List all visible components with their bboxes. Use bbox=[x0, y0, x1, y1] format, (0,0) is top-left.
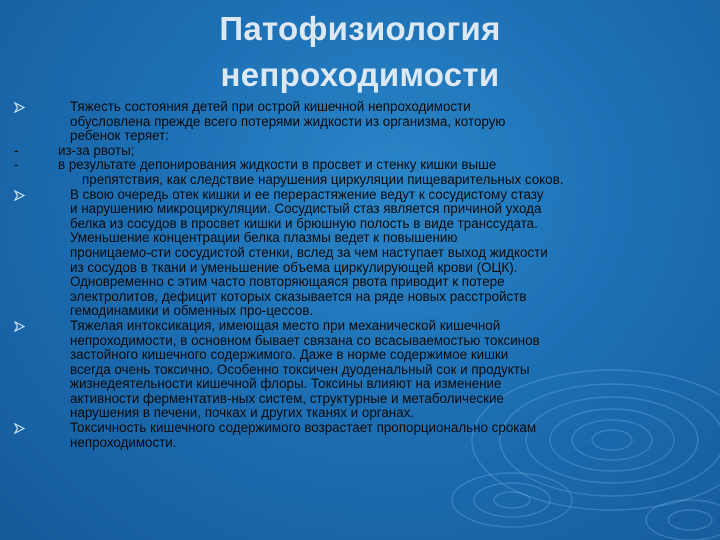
slide-title-line-2: непроходимости bbox=[220, 56, 500, 93]
bullet-text-line: нарушения в печени, почках и других тканях и органах. bbox=[70, 405, 415, 421]
bullet-text-line: всегда очень токсично. Особенно токсичен дуоденальный сок и продукты bbox=[70, 361, 530, 377]
bullet-item bbox=[14, 188, 704, 319]
bullet-text-line: белка из сосудов в просвет кишки и брюшную полость в виде транссудата. bbox=[70, 215, 538, 231]
bullet-text-line: препятствия, как следствие нарушения циркуляции пищеварительных соков. bbox=[82, 171, 564, 187]
bullet-text-line: из сосудов в ткани и уменьшение объема циркулирующей крови (ОЦК). bbox=[70, 259, 518, 275]
slide-title-line-1: Патофизиология bbox=[219, 10, 501, 47]
bullet-item bbox=[14, 144, 704, 159]
bullet-text-line: Тяжелая интоксикация, имеющая место при механической кишечной bbox=[70, 317, 501, 333]
dash-bullet: - bbox=[14, 142, 19, 158]
bullet-text-line: Тяжесть состояния детей при острой кишечной непроходимости bbox=[70, 99, 471, 114]
bullet-text-line: застойного кишечного содержимого. Даже в норме содержимое кишки bbox=[70, 347, 509, 363]
bullet-text-line: в результате депонирования жидкости в просвет и стенку кишки выше bbox=[58, 157, 497, 173]
bullet-item bbox=[14, 319, 704, 421]
bullet-text-line: Одновременно с этим часто повторяющаяся рвота приводит к потере bbox=[70, 274, 505, 290]
bullet-text-line: гемодинамики и обменных про-цессов. bbox=[70, 303, 314, 319]
bullet-text-line: Токсичность кишечного содержимого возрастает пропорционально срокам bbox=[70, 420, 537, 436]
bullet-text-line: непроходимости, в основном бывает связана со всасываемостью токсинов bbox=[70, 332, 540, 348]
bullet-text-line: В свою очередь отек кишки и ее перерастяжение ведут к сосудистому стазу bbox=[70, 186, 544, 202]
slide-title bbox=[130, 6, 590, 98]
bullet-item bbox=[14, 158, 704, 187]
bullet-text-line: проницаемо-сти сосудистой стенки, вслед за чем наступает выход жидкости bbox=[70, 244, 548, 260]
bullet-item bbox=[14, 100, 704, 144]
dash-bullet: - bbox=[14, 157, 19, 173]
bullet-text-line: обусловлена прежде всего потерями жидкости из организма, которую bbox=[70, 113, 506, 129]
arrow-bullet-icon bbox=[14, 188, 66, 203]
arrow-bullet-icon bbox=[14, 100, 66, 115]
bullet-text-line: из-за рвоты; bbox=[58, 142, 135, 158]
bullet-text-line: активности ферментатив-ных систем, структурные и метаболические bbox=[70, 390, 504, 406]
slide-body bbox=[14, 100, 704, 450]
bullet-text-line: и нарушению микроциркуляции. Сосудистый стаз является причиной ухода bbox=[70, 201, 542, 217]
bullet-text-line: непроходимости. bbox=[70, 434, 177, 450]
bullet-text-line: ребенок теряет: bbox=[70, 128, 169, 144]
bullet-text-line: электролитов, дефицит которых сказывается на ряде новых расстройств bbox=[70, 288, 527, 304]
arrow-bullet-icon bbox=[14, 421, 66, 436]
bullet-text-line: Уменьшение концентрации белка плазмы ведет к повышению bbox=[70, 230, 458, 246]
bullet-text-line: жизнедеятельности кишечной флоры. Токсины влияют на изменение bbox=[70, 376, 502, 392]
bullet-item bbox=[14, 421, 704, 450]
arrow-bullet-icon bbox=[14, 319, 66, 334]
